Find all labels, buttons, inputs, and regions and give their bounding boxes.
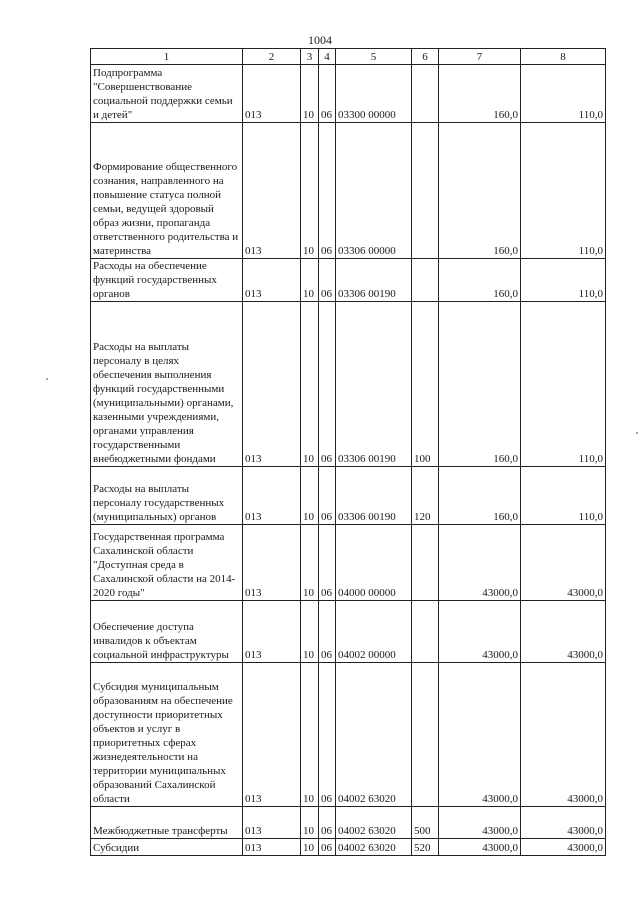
cell-c4: 06 [319, 839, 336, 856]
cell-c5: 03300 00000 [336, 65, 412, 123]
table-row [91, 65, 606, 123]
cell-c8: 43000,0 [521, 663, 606, 807]
table-row [91, 525, 606, 601]
cell-c7: 43000,0 [439, 663, 521, 807]
table-row [91, 259, 606, 302]
table-row [91, 601, 606, 663]
cell-c4: 06 [319, 601, 336, 663]
column-header: 4 [319, 49, 336, 65]
cell-c3: 10 [301, 123, 319, 259]
cell-c7: 43000,0 [439, 525, 521, 601]
cell-c7: 160,0 [439, 302, 521, 467]
cell-c8: 110,0 [521, 467, 606, 525]
scan-speck [46, 378, 48, 380]
cell-c8: 110,0 [521, 123, 606, 259]
cell-c8: 110,0 [521, 65, 606, 123]
cell-c7: 43000,0 [439, 807, 521, 839]
row-name-cell: Формирование общественного сознания, направленного на повышение статуса полной семьи, ведущей здоровый образ жизни, пропаганда ответственного родительства и материнства [91, 123, 243, 259]
row-name-cell: Обеспечение доступа инвалидов к объектам социальной инфраструктуры [91, 601, 243, 663]
column-header: 8 [521, 49, 606, 65]
cell-c4: 06 [319, 302, 336, 467]
cell-c3: 10 [301, 663, 319, 807]
cell-c8: 43000,0 [521, 601, 606, 663]
row-name-cell: Межбюджетные трансферты [91, 807, 243, 839]
cell-c3: 10 [301, 65, 319, 123]
cell-c5: 04002 63020 [336, 807, 412, 839]
cell-c6 [412, 663, 439, 807]
cell-c6 [412, 601, 439, 663]
cell-c2: 013 [243, 663, 301, 807]
cell-c8: 43000,0 [521, 525, 606, 601]
cell-c6 [412, 259, 439, 302]
cell-c2: 013 [243, 525, 301, 601]
cell-c4: 06 [319, 123, 336, 259]
row-name-cell: Подпрограмма "Совершенствование социальной поддержки семьи и детей" [91, 65, 243, 123]
cell-c5: 03306 00190 [336, 467, 412, 525]
column-header: 1 [91, 49, 243, 65]
cell-c4: 06 [319, 467, 336, 525]
cell-c2: 013 [243, 467, 301, 525]
cell-c6 [412, 525, 439, 601]
cell-c5: 04002 00000 [336, 601, 412, 663]
cell-c5: 03306 00190 [336, 302, 412, 467]
cell-c3: 10 [301, 259, 319, 302]
cell-c7: 160,0 [439, 123, 521, 259]
cell-c4: 06 [319, 525, 336, 601]
cell-c5: 04002 63020 [336, 663, 412, 807]
table-row [91, 807, 606, 839]
cell-c3: 10 [301, 302, 319, 467]
cell-c2: 013 [243, 839, 301, 856]
column-header: 7 [439, 49, 521, 65]
budget-table [90, 48, 606, 856]
cell-c3: 10 [301, 807, 319, 839]
cell-c7: 160,0 [439, 467, 521, 525]
cell-c7: 43000,0 [439, 839, 521, 856]
cell-c6: 500 [412, 807, 439, 839]
cell-c4: 06 [319, 807, 336, 839]
cell-c4: 06 [319, 663, 336, 807]
column-header: 5 [336, 49, 412, 65]
column-header: 6 [412, 49, 439, 65]
cell-c3: 10 [301, 525, 319, 601]
cell-c4: 06 [319, 65, 336, 123]
cell-c7: 160,0 [439, 259, 521, 302]
cell-c8: 43000,0 [521, 807, 606, 839]
cell-c7: 160,0 [439, 65, 521, 123]
cell-c2: 013 [243, 601, 301, 663]
row-name-cell: Расходы на обеспечение функций государственных органов [91, 259, 243, 302]
cell-c8: 110,0 [521, 302, 606, 467]
column-header: 3 [301, 49, 319, 65]
table-row [91, 663, 606, 807]
cell-c4: 06 [319, 259, 336, 302]
column-header: 2 [243, 49, 301, 65]
cell-c8: 43000,0 [521, 839, 606, 856]
row-name-cell: Субсидия муниципальным образованиям на обеспечение доступности приоритетных объектов и услуг в приоритетных сферах жизнедеятельности на территории муниципальных образований Сахалинской области [91, 663, 243, 807]
cell-c5: 03306 00190 [336, 259, 412, 302]
cell-c2: 013 [243, 123, 301, 259]
cell-c2: 013 [243, 302, 301, 467]
table-row [91, 123, 606, 259]
cell-c5: 04002 63020 [336, 839, 412, 856]
cell-c6 [412, 123, 439, 259]
table-row [91, 302, 606, 467]
cell-c5: 04000 00000 [336, 525, 412, 601]
scan-speck [636, 432, 638, 434]
column-number-row [91, 49, 606, 65]
cell-c3: 10 [301, 467, 319, 525]
cell-c6: 120 [412, 467, 439, 525]
cell-c5: 03306 00000 [336, 123, 412, 259]
table-row [91, 839, 606, 856]
cell-c3: 10 [301, 839, 319, 856]
cell-c6: 520 [412, 839, 439, 856]
cell-c2: 013 [243, 259, 301, 302]
cell-c8: 110,0 [521, 259, 606, 302]
row-name-cell: Субсидии [91, 839, 243, 856]
cell-c7: 43000,0 [439, 601, 521, 663]
cell-c3: 10 [301, 601, 319, 663]
row-name-cell: Государственная программа Сахалинской области "Доступная среда в Сахалинской области на 2014-2020 годы" [91, 525, 243, 601]
table-row [91, 467, 606, 525]
row-name-cell: Расходы на выплаты персоналу в целях обеспечения выполнения функций государственными (муниципальными) органами, казенными учреждениями, органами управления государственными внебюджетными фондами [91, 302, 243, 467]
row-name-cell: Расходы на выплаты персоналу государственных (муниципальных) органов [91, 467, 243, 525]
cell-c2: 013 [243, 65, 301, 123]
cell-c6 [412, 65, 439, 123]
page-number: 1004 [308, 33, 332, 47]
cell-c6: 100 [412, 302, 439, 467]
cell-c2: 013 [243, 807, 301, 839]
